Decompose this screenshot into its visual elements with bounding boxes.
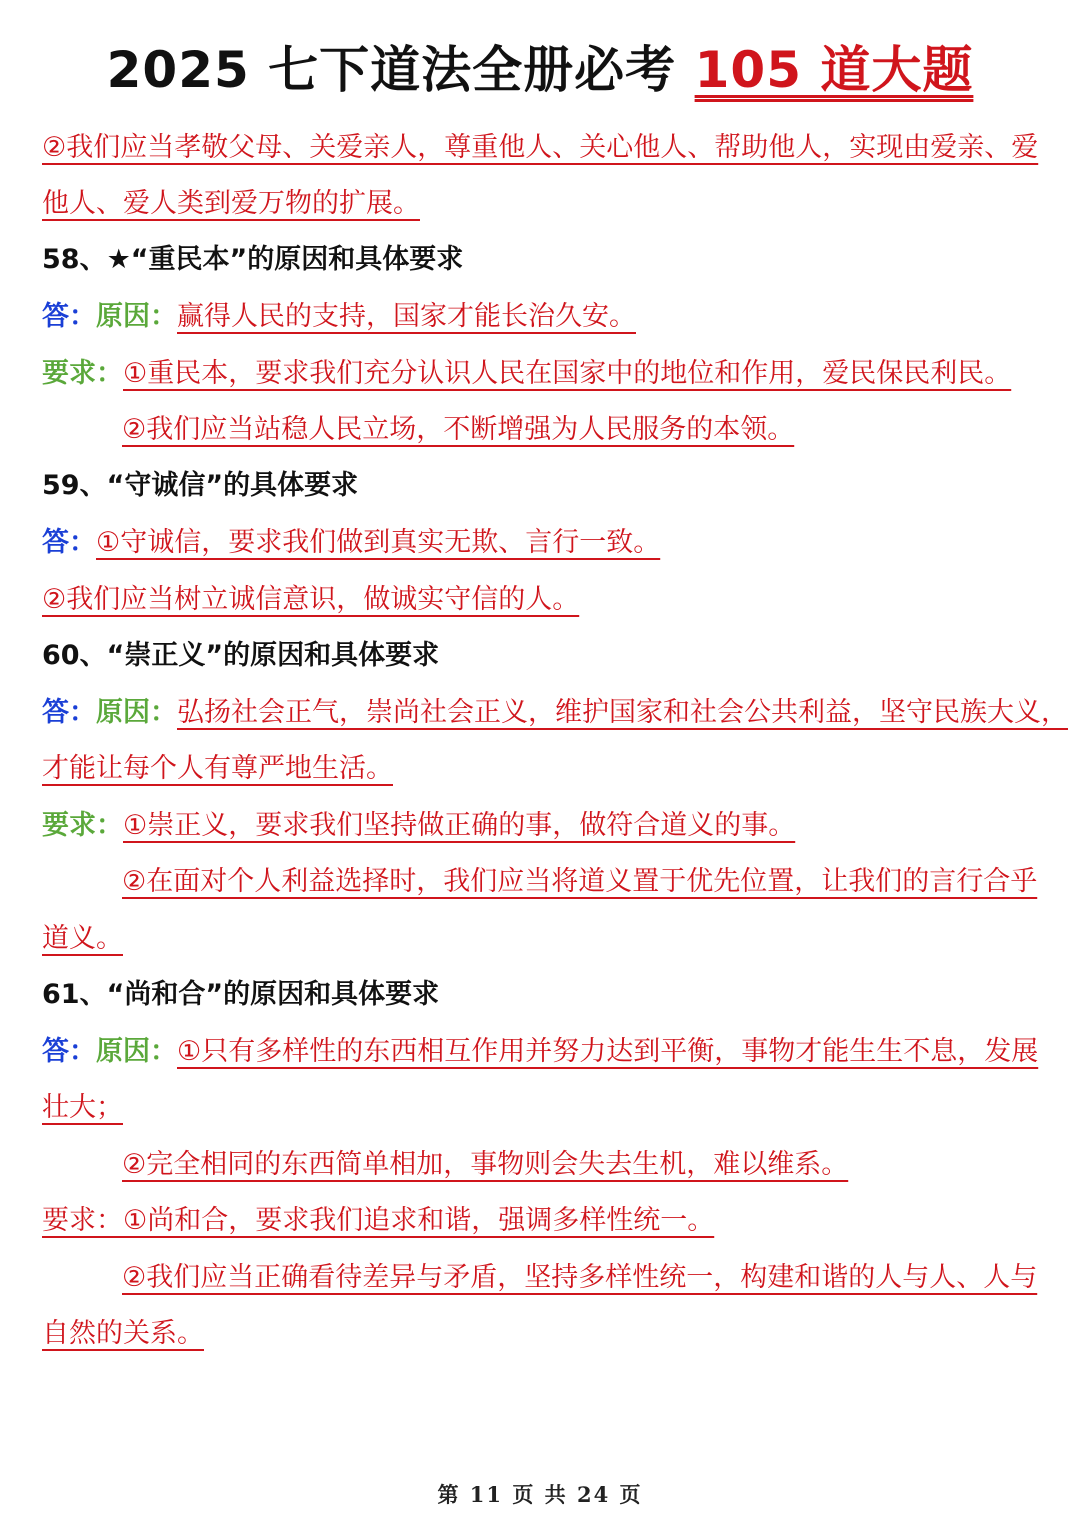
continuation-text-2: 他人、爱人类到爱万物的扩展。 <box>42 188 420 219</box>
question-61-requirement-2 <box>122 1258 1080 1298</box>
question-61-requirement-1 <box>42 1201 1042 1241</box>
answer-label: 答： <box>42 1036 96 1067</box>
question-59-item-1 <box>42 523 1042 563</box>
reason-text: 弘扬社会正气，崇尚社会正义，维护国家和社会公共利益，坚守民族大义， <box>177 697 1068 728</box>
continuation-line-2 <box>42 184 1042 224</box>
question-61-requirement-2-cont <box>42 1314 1042 1354</box>
question-58-heading: 58、★“重民本”的原因和具体要求 <box>42 244 464 275</box>
requirement-text: ②我们应当正确看待差异与矛盾，坚持多样性统一，构建和谐的人与人、人与 <box>122 1262 1038 1293</box>
question-60-requirement-2-cont <box>42 919 1042 959</box>
question-60-reason-1 <box>42 693 1068 733</box>
answer-label: 答： <box>42 527 96 558</box>
question-61-reason-1 <box>42 1032 1042 1072</box>
reason-label: 原因： <box>96 1036 177 1067</box>
question-59-heading: 59、“守诚信”的具体要求 <box>42 470 359 501</box>
question-60-requirement-2 <box>122 862 1080 902</box>
requirement-text: ②在面对个人利益选择时，我们应当将道义置于优先位置，让我们的言行合乎 <box>122 866 1038 897</box>
item-text: ①守诚信，要求我们做到真实无欺、言行一致。 <box>96 527 661 558</box>
reason-label: 原因： <box>96 301 177 332</box>
question-61-reason-1-cont <box>42 1088 1042 1128</box>
continuation-line-1 <box>42 128 1042 168</box>
requirement-text: ②我们应当站稳人民立场，不断增强为人民服务的本领。 <box>122 414 795 445</box>
answer-label: 答： <box>42 697 96 728</box>
page-title <box>0 38 1080 102</box>
requirement-text: 自然的关系。 <box>42 1318 204 1349</box>
requirement-text: 要求：①尚和合，要求我们追求和谐，强调多样性统一。 <box>42 1205 715 1236</box>
title-prefix: 2025 七下道法全册必考 <box>106 41 677 99</box>
reason-text: 才能让每个人有尊严地生活。 <box>42 753 393 784</box>
question-59-item-2 <box>42 580 1042 620</box>
question-58-requirement-2 <box>122 410 1080 450</box>
answer-label: 答： <box>42 301 96 332</box>
question-58-requirement-1 <box>42 354 1042 394</box>
requirement-text: 道义。 <box>42 923 123 954</box>
requirement-label: 要求： <box>42 810 123 841</box>
reason-text: 赢得人民的支持，国家才能长治久安。 <box>177 301 636 332</box>
question-60-heading: 60、“崇正义”的原因和具体要求 <box>42 640 440 671</box>
page-footer: 第 11 页 共 24 页 <box>437 1482 643 1507</box>
reason-label: 原因： <box>96 697 177 728</box>
requirement-label: 要求： <box>42 358 123 389</box>
question-58-reason <box>42 297 1042 337</box>
title-highlight: 105 道大题 <box>694 41 974 99</box>
reason-text: ②完全相同的东西简单相加，事物则会失去生机，难以维系。 <box>122 1149 849 1180</box>
question-61-reason-2 <box>122 1145 1080 1185</box>
requirement-text: ①重民本，要求我们充分认识人民在国家中的地位和作用，爱民保民利民。 <box>123 358 1012 389</box>
requirement-text: ①崇正义，要求我们坚持做正确的事，做符合道义的事。 <box>123 810 796 841</box>
question-60-reason-2 <box>42 749 1042 789</box>
question-60-requirement-1 <box>42 806 1042 846</box>
item-text: ②我们应当树立诚信意识，做诚实守信的人。 <box>42 584 580 615</box>
question-61-heading: 61、“尚和合”的原因和具体要求 <box>42 979 440 1010</box>
reason-text: ①只有多样性的东西相互作用并努力达到平衡，事物才能生生不息，发展 <box>177 1036 1039 1067</box>
continuation-text-1: ②我们应当孝敬父母、关爱亲人，尊重他人、关心他人、帮助他人，实现由爱亲、爱 <box>42 132 1039 163</box>
reason-text: 壮大； <box>42 1092 123 1123</box>
